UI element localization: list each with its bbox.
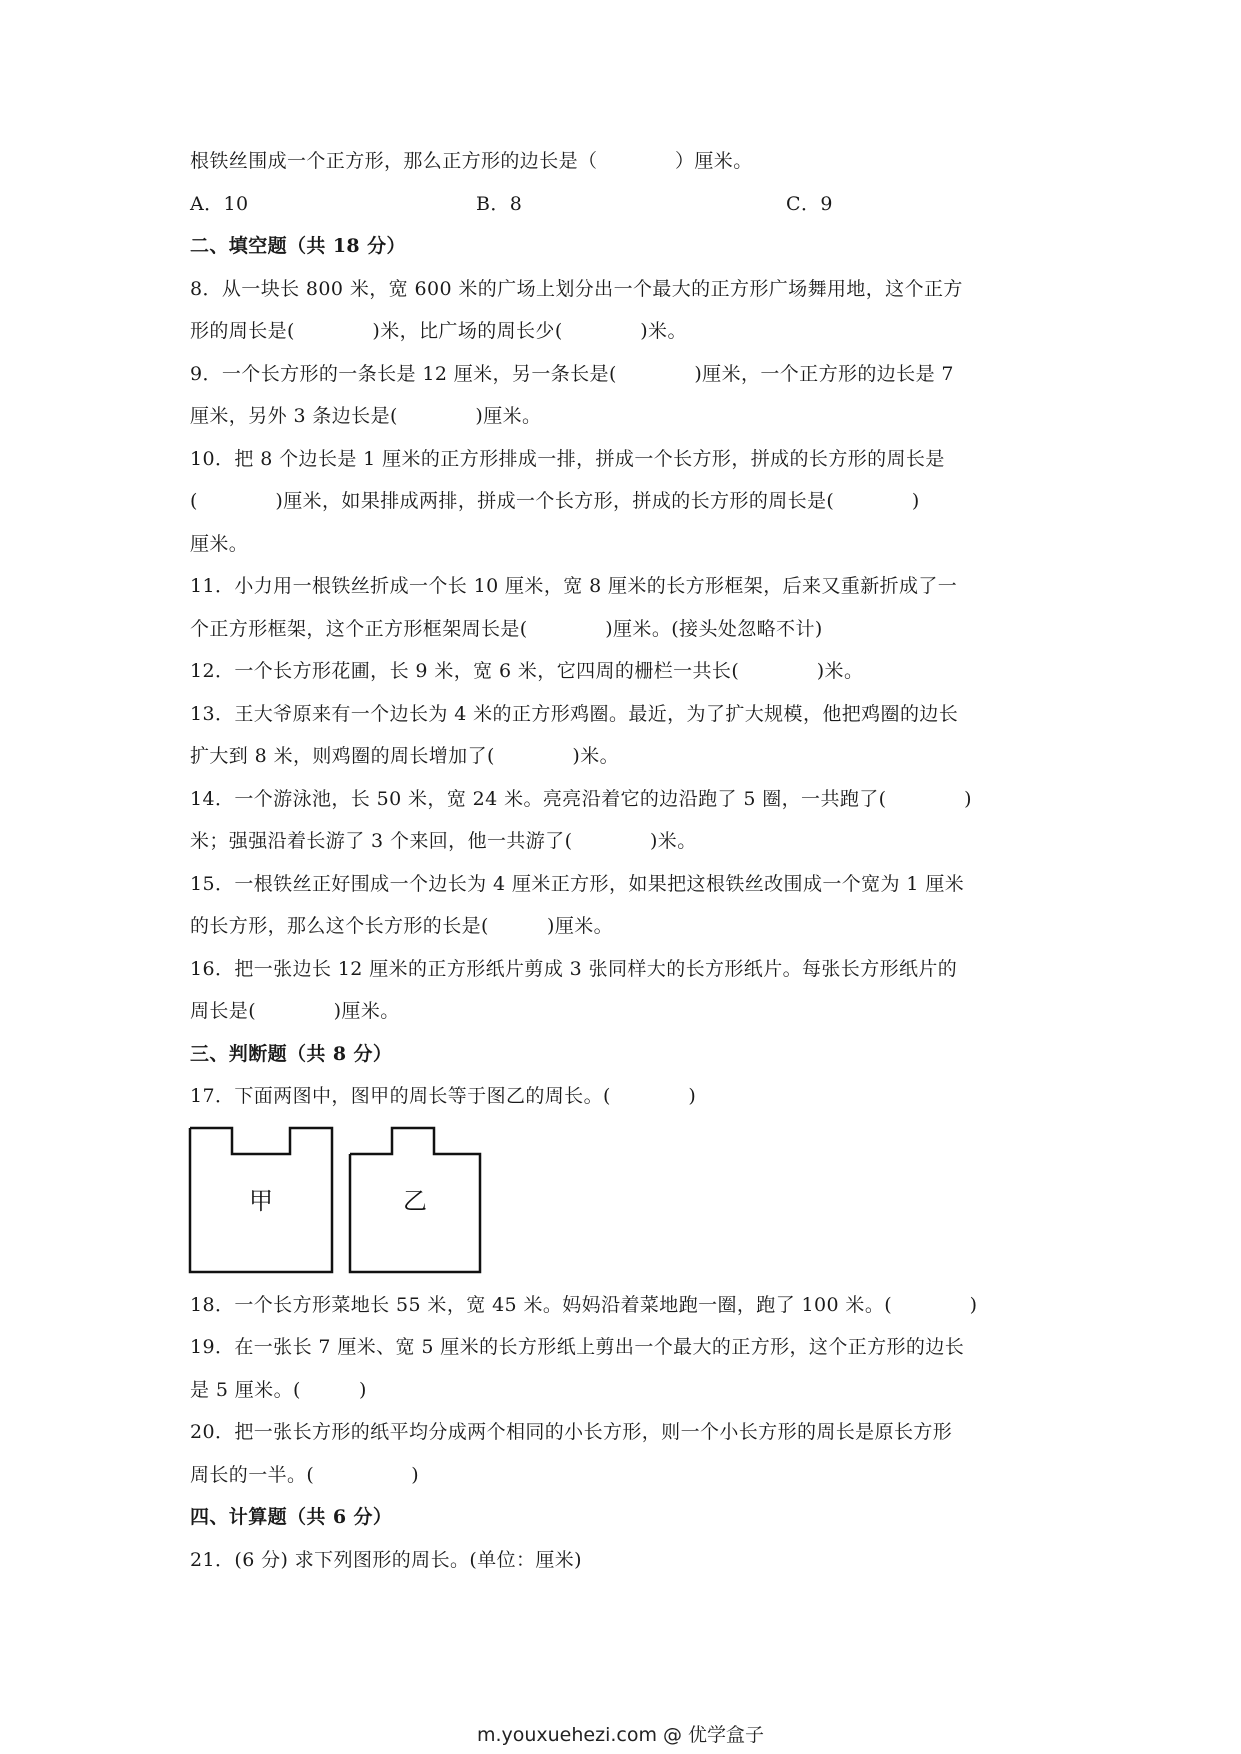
q10-line-3: 厘米。	[190, 532, 249, 555]
q7-options	[190, 183, 1050, 226]
q20-line-2: 周长的一半。( )	[190, 1463, 420, 1486]
q11-line-2: 个正方形框架，这个正方形框架周长是( )厘米。(接头处忽略不计)	[190, 617, 823, 640]
q17-line-1: 17．下面两图中，图甲的周长等于图乙的周长。( )	[190, 1085, 697, 1107]
figures-jia-yi	[190, 1122, 1050, 1282]
q13-line-1: 13．王大爷原来有一个边长为 4 米的正方形鸡圈。最近，为了扩大规模，他把鸡圈的边长	[190, 702, 959, 725]
section-heading-calculation: 四、计算题（共 6 分）	[190, 1506, 393, 1528]
option-b: B．8	[476, 192, 523, 215]
q13-line-2: 扩大到 8 米，则鸡圈的周长增加了( )米。	[190, 745, 619, 767]
q12-line-1: 12．一个长方形花圃，长 9 米，宽 6 米，它四周的栅栏一共长( )米。	[190, 660, 864, 682]
figures-svg	[188, 1122, 498, 1282]
q18-line-1: 18．一个长方形菜地长 55 米，宽 45 米。妈妈沿着菜地跑一圈，跑了 100 米。( )	[190, 1293, 978, 1316]
q15-line-2: 的长方形，那么这个长方形的长是( )厘米。	[190, 915, 614, 937]
section-heading-true-false: 三、判断题（共 8 分）	[190, 1042, 393, 1065]
q14-line-2: 米；强强沿着长游了 3 个来回，他一共游了( )米。	[190, 830, 697, 852]
q7-continuation: 根铁丝围成一个正方形，那么正方形的边长是（ ）厘米。	[190, 150, 753, 172]
q9-line-2: 厘米，另外 3 条边长是( )厘米。	[190, 405, 542, 427]
q10-line-2: ( )厘米，如果排成两排，拼成一个长方形，拼成的长方形的周长是( )	[190, 490, 920, 512]
q9-line-1: 9．一个长方形的一条长是 12 厘米，另一条长是( )厘米，一个正方形的边长是 7	[190, 362, 954, 385]
option-c: C．9	[786, 192, 833, 215]
q19-line-1: 19．在一张长 7 厘米、宽 5 厘米的长方形纸上剪出一个最大的正方形，这个正方形的边长	[190, 1336, 965, 1358]
q20-line-1: 20．把一张长方形的纸平均分成两个相同的小长方形，则一个小长方形的周长是原长方形	[190, 1421, 953, 1443]
section-heading-fill-blank: 二、填空题（共 18 分）	[190, 235, 406, 257]
q8-line-1: 8．从一块长 800 米，宽 600 米的广场上划分出一个最大的正方形广场舞用地，这个正方	[190, 277, 963, 300]
q16-line-2: 周长是( )厘米。	[190, 1000, 400, 1022]
worksheet-page	[190, 140, 1050, 1581]
q21-line-1: 21．(6 分) 求下列图形的周长。(单位：厘米)	[190, 1548, 582, 1571]
q10-line-1: 10．把 8 个边长是 1 厘米的正方形排成一排，拼成一个长方形，拼成的长方形的周长是	[190, 447, 945, 470]
q16-line-1: 16．把一张边长 12 厘米的正方形纸片剪成 3 张同样大的长方形纸片。每张长方形纸片的	[190, 957, 958, 980]
q11-line-1: 11．小力用一根铁丝折成一个长 10 厘米，宽 8 厘米的长方形框架，后来又重新折成了一	[190, 575, 958, 597]
option-a: A．10	[190, 192, 249, 215]
figure-yi-label: 乙	[403, 1186, 427, 1215]
figure-jia-label: 甲	[249, 1186, 273, 1215]
q15-line-1: 15．一根铁丝正好围成一个边长为 4 厘米正方形，如果把这根铁丝改围成一个宽为 1 厘米	[190, 872, 965, 895]
q8-line-2: 形的周长是( )米，比广场的周长少( )米。	[190, 320, 687, 342]
q14-line-1: 14．一个游泳池，长 50 米，宽 24 米。亮亮沿着它的边沿跑了 5 圈，一共跑了( )	[190, 787, 972, 810]
q19-line-2: 是 5 厘米。( )	[190, 1378, 367, 1401]
footer-watermark: m.youxuehezi.com @ 优学盒子	[476, 1724, 765, 1746]
